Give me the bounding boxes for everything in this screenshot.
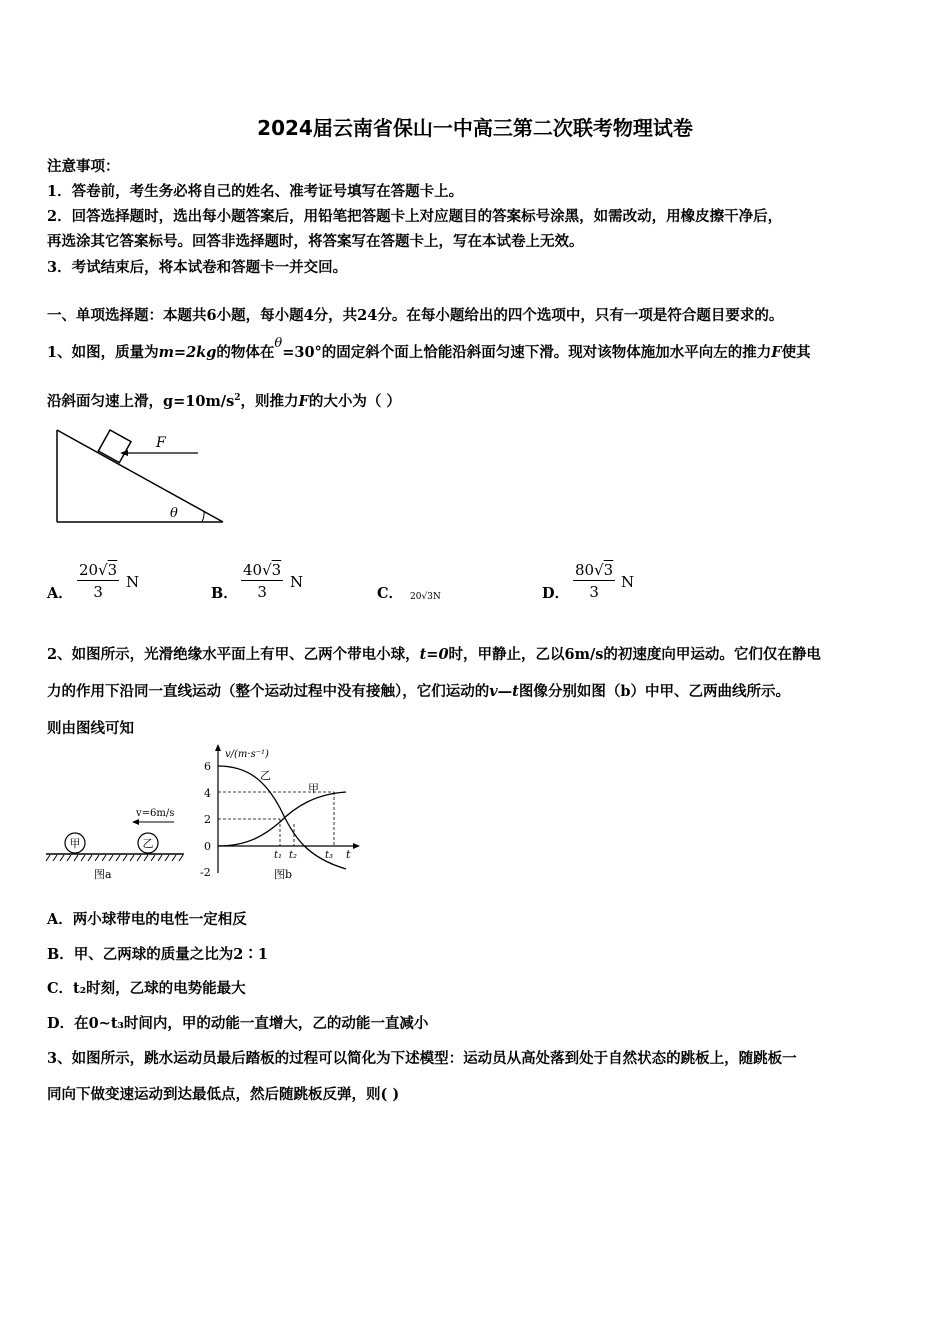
incline-figure	[50, 425, 230, 527]
curve-jia	[218, 792, 346, 846]
velocity-label: v=6m/s	[136, 808, 175, 819]
q1-sup: 2	[234, 393, 241, 404]
theta-label: θ	[170, 506, 178, 521]
notice-item: 1．答卷前，考生务必将自己的姓名、准考证号填写在答题卡上。	[47, 183, 464, 200]
q1-line1	[47, 336, 811, 362]
q1-mass: m=2kg	[158, 344, 217, 361]
q1-text: 使其	[781, 344, 811, 361]
option-c-label: C．	[377, 585, 404, 602]
option-a-label: A．	[47, 585, 73, 602]
q1-text: 沿斜面匀速上滑，g=10m/s	[47, 393, 235, 410]
curve-yi-label: 乙	[260, 769, 271, 782]
q2-option-d: D．在0~t₃时间内，甲的动能一直增大，乙的动能一直减小	[47, 1015, 429, 1032]
y-tick: 6	[204, 760, 211, 773]
q1-force: F	[771, 344, 782, 361]
q1-text: 1、如图，质量为	[47, 344, 159, 361]
x-tick: t₁	[274, 850, 283, 861]
section-heading: 一、单项选择题：本题共6小题，每小题4分，共24分。在每小题给出的四个选项中，只有一项是符合题目要求的。	[47, 307, 784, 324]
q1-text: =30°的固定斜个面上恰能沿斜面匀速下滑。现对该物体施加水平向左的推力	[282, 344, 772, 361]
ball-jia-label: 甲	[69, 837, 81, 850]
q1-line2	[47, 390, 401, 411]
denominator: 3	[93, 583, 103, 601]
x-axis-label: t	[346, 848, 351, 861]
figure-a	[46, 808, 184, 881]
figure-a-caption: 图a	[94, 868, 112, 881]
force-label: F	[156, 435, 166, 451]
notice-item: 再选涂其它答案标号。回答非选择题时，将答案写在答题卡上，写在本试卷上无效。	[47, 233, 584, 250]
denominator: 3	[257, 583, 267, 601]
q2-line1	[47, 643, 821, 664]
option-a-fraction	[77, 561, 119, 601]
denominator: 3	[589, 583, 599, 601]
q2-text: 力的作用下沿同一直线运动（整个运动过程中没有接触），它们运动的	[47, 683, 490, 700]
q2-figures	[44, 742, 364, 887]
q2-text: 2、如图所示，光滑绝缘水平面上有甲、乙两个带电小球，	[47, 646, 420, 663]
q1-text: 的物体在	[216, 344, 275, 361]
y-tick: 4	[204, 787, 211, 800]
option-b-unit: N	[290, 573, 304, 591]
q2-text: 图像分别如图（b）中甲、乙两曲线所示。	[518, 683, 791, 700]
y-axis-label: v/(m·s⁻¹)	[225, 749, 269, 760]
y-tick: 0	[204, 840, 211, 853]
q3-line1: 3、如图所示，跳水运动员最后踏板的过程可以简化为下述模型：运动员从高处落到处于自然状态的跳板上，随跳板一	[47, 1050, 797, 1067]
q2-option-c: C．t₂时刻，乙球的电势能最大	[47, 980, 246, 997]
curve-jia-label: 甲	[308, 782, 319, 795]
option-d-unit: N	[621, 573, 635, 591]
q2-t0: t=0	[419, 646, 449, 663]
q3-line2: 同向下做变速运动到达最低点，然后随跳板反弹，则( )	[47, 1086, 400, 1103]
option-b-fraction	[241, 561, 283, 601]
q2-vt: v—t	[489, 683, 519, 700]
q2-text: 时，甲静止，乙以6m/s的初速度向甲运动。它们仅在静电	[448, 646, 821, 663]
q1-theta: θ	[274, 336, 283, 351]
q2-option-b: B．甲、乙两球的质量之比为2∶1	[47, 946, 268, 963]
y-tick: -2	[200, 866, 211, 879]
q2-option-a: A．两小球带电的电性一定相反	[47, 911, 247, 928]
option-a-unit: N	[126, 573, 140, 591]
q1-force: F	[298, 393, 309, 410]
x-tick: t₃	[325, 850, 334, 861]
option-d-fraction	[573, 561, 615, 601]
notice-item: 3．考试结束后，将本试卷和答题卡一并交回。	[47, 259, 348, 276]
notice-heading: 注意事项：	[47, 158, 120, 175]
ball-yi-label: 乙	[142, 837, 154, 850]
option-c-value: 20√3N	[410, 592, 441, 602]
x-tick: t₂	[289, 850, 298, 861]
figure-b-caption: 图b	[274, 868, 293, 881]
figure-b	[200, 744, 360, 881]
notice-item: 2．回答选择题时，选出每小题答案后，用铅笔把答题卡上对应题目的答案标号涂黑，如需改动，用橡皮擦干净后，	[47, 208, 783, 225]
q2-line2	[47, 680, 790, 701]
page-title: 2024届云南省保山一中高三第二次联考物理试卷	[257, 116, 693, 140]
numerator: 20√3	[79, 561, 118, 579]
y-tick: 2	[204, 813, 211, 826]
numerator: 40√3	[243, 561, 282, 579]
q1-text: 的大小为（ ）	[308, 393, 401, 410]
q1-text: ，则推力	[240, 393, 299, 410]
block	[98, 430, 131, 463]
option-b-label: B．	[211, 585, 238, 602]
option-d-label: D．	[542, 585, 570, 602]
q2-line3: 则由图线可知	[47, 720, 134, 737]
numerator: 80√3	[575, 561, 614, 579]
